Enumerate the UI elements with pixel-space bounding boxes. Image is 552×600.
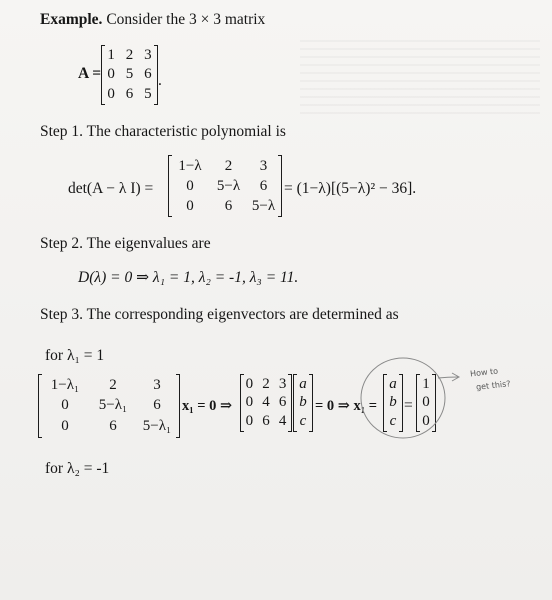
det-rhs: = (1−λ)[(5−λ)² − 36].: [284, 180, 417, 197]
x1-implies: x₁ = 0 ⇒: [182, 398, 233, 414]
matrix-cell: 0: [107, 66, 115, 83]
example-text: Consider the 3 × 3 matrix: [102, 11, 266, 28]
matrix-cell: 4: [278, 413, 287, 430]
zero-implies: = 0 ⇒ x₁ =: [315, 398, 378, 414]
matrix-cell: 0: [245, 375, 254, 392]
matrix-cell: 1−λ: [178, 157, 202, 174]
step1-text: Step 1. The characteristic polynomial is: [40, 123, 286, 140]
step3-text: Step 3. The corresponding eigenvectors are determined as: [40, 306, 399, 323]
matrix-cell: 6: [153, 397, 161, 414]
vector-cell: a: [299, 375, 307, 392]
circle-mark: [361, 358, 445, 438]
matrix-cell: 0: [186, 197, 194, 214]
matrix-cell: 4: [262, 394, 270, 411]
for-lambda2: for λ₂ = -1: [45, 460, 110, 477]
equals-sign: =: [404, 397, 413, 414]
matrix-cell: 6: [278, 394, 287, 411]
matrix-cell: 6: [144, 66, 152, 83]
for-lambda1: for λ₁ = 1: [45, 347, 105, 364]
matrix-cell: 3: [144, 47, 152, 64]
matrix-cell: 0: [61, 418, 69, 435]
matrix-A-period: .: [158, 72, 162, 89]
matrix-cell: 2: [262, 375, 270, 392]
matrix-cell: 0: [61, 397, 69, 414]
matrix-cell: 0: [245, 394, 254, 411]
matrix-cell: 3: [259, 157, 268, 174]
vector-cell: b: [389, 394, 397, 411]
matrix-cell: 6: [262, 413, 270, 430]
matrix-cell: 5: [144, 85, 152, 102]
eigenvalues-eq: D(λ) = 0 ⇒ λ₁ = 1, λ₂ = -1, λ₃ = 11.: [78, 269, 299, 286]
det-lhs: det(A − λ I) =: [68, 180, 154, 197]
matrix-A-label: A =: [78, 65, 102, 82]
matrix-cell: 6: [224, 197, 233, 214]
matrix-cell: 5−λ: [216, 177, 241, 194]
matrix-cell: 3: [153, 376, 161, 393]
vector-cell: b: [299, 394, 307, 411]
handwritten-note-line1: How to: [469, 366, 499, 379]
matrix-cell: 2: [224, 157, 233, 174]
matrix-cell: 5−λ: [251, 197, 276, 214]
matrix-cell: 0: [186, 177, 194, 194]
vector-cell: 0: [422, 413, 430, 430]
vector-cell: c: [389, 413, 397, 430]
vector-cell: c: [299, 413, 307, 430]
matrix-cell: 0: [107, 85, 115, 102]
step2-text: Step 2. The eigenvalues are: [40, 235, 211, 252]
matrix-cell: 5−λ₁: [142, 418, 172, 435]
matrix-cell: 2: [125, 47, 134, 64]
matrix-cell: 5−λ₁: [98, 397, 128, 414]
vector-cell: a: [389, 375, 397, 392]
matrix-cell: 1: [107, 47, 115, 64]
vector-cell: 1: [422, 375, 430, 392]
handwritten-note-line2: get this?: [475, 379, 511, 392]
arrow-shaft: [438, 377, 458, 378]
vector-cell: 0: [422, 394, 430, 411]
matrix-cell: 0: [245, 413, 254, 430]
matrix-cell: 6: [259, 177, 268, 194]
matrix-cell: 6: [109, 418, 117, 435]
matrix-cell: 2: [109, 376, 117, 393]
example-label: Example.: [40, 11, 103, 28]
matrix-cell: 3: [278, 375, 287, 392]
matrix-cell: 5: [125, 66, 134, 83]
matrix-cell: 1−λ₁: [50, 376, 80, 393]
matrix-cell: 6: [125, 85, 134, 102]
